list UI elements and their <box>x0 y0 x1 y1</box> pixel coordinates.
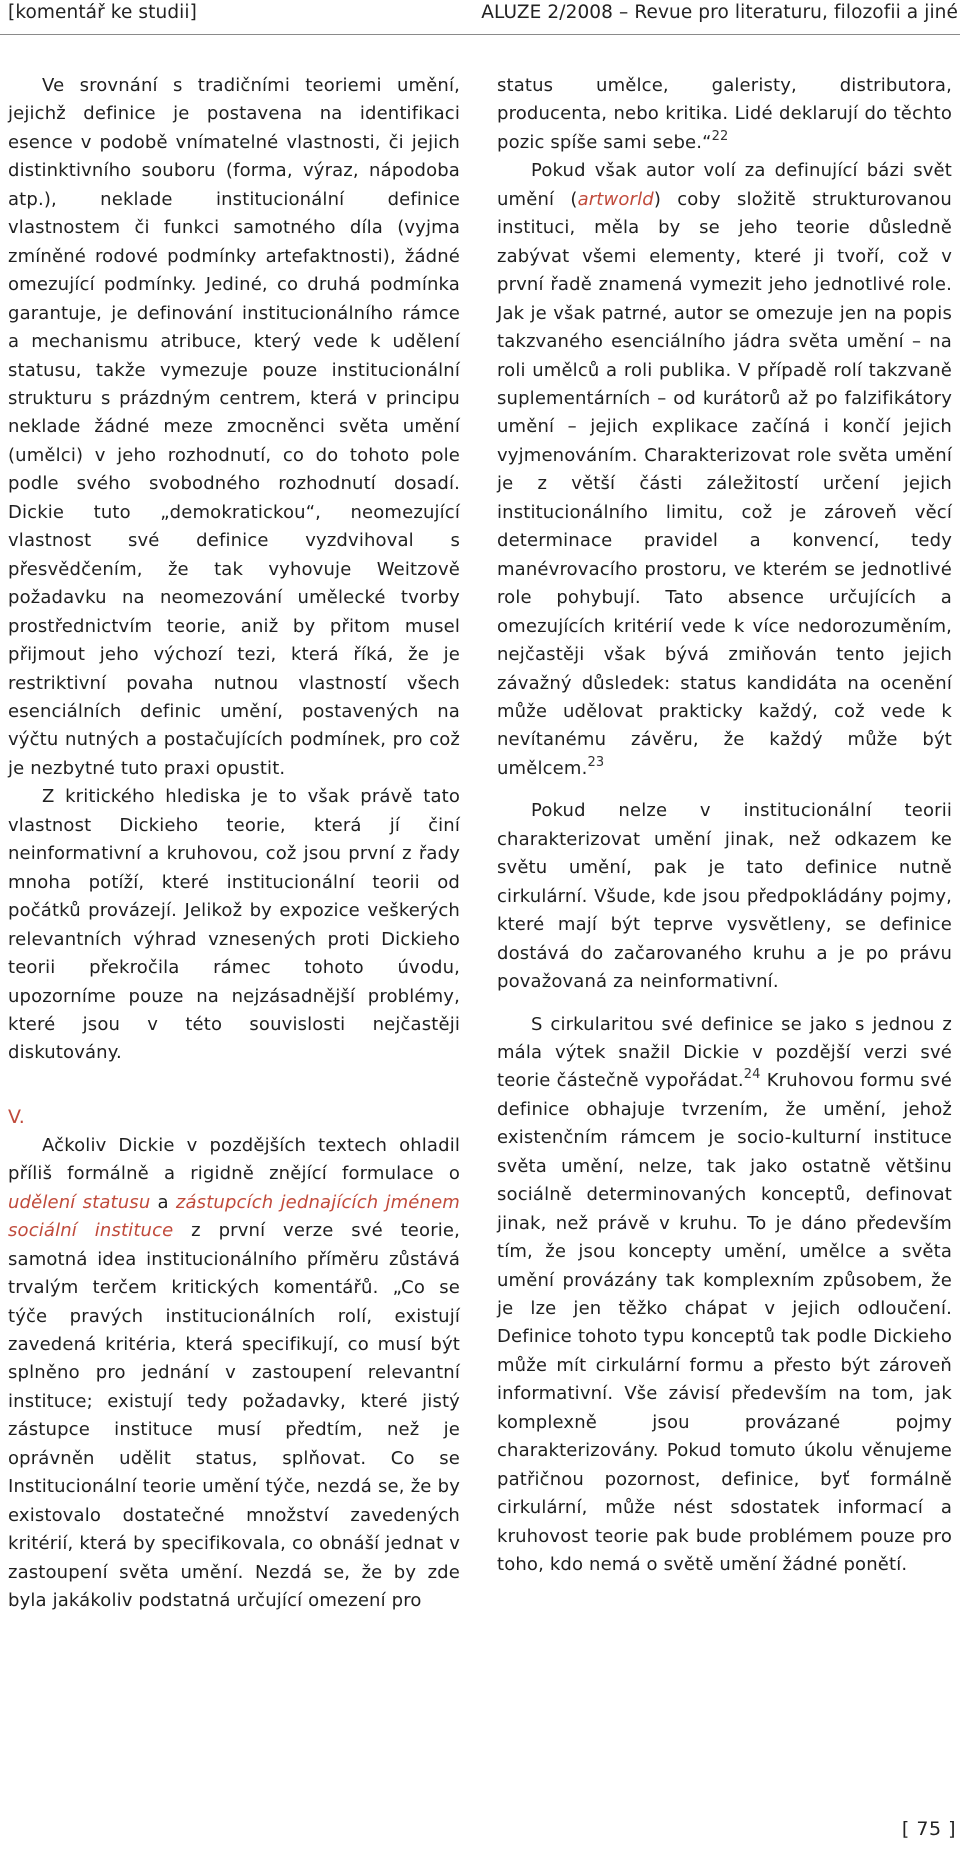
left-column <box>8 72 460 1616</box>
text-run: a <box>150 1191 176 1213</box>
text-run: ) coby složitě strukturovanou instituci, měla by se jeho teorie důsledně zabývat všemi elementy, které ji tvoří, což v první řadě znamená vymezit jeho jednotlivé role. Jak je však patrné, autor se omezuje jen na popis takzvaného esenciálního jádra světa umění – na roli umělců a roli publika. V případě rolí takzvaně suplementárních – od kurátorů až po falzifikátory umění – jejich explikace začíná i končí jejich vyjmenováním. Charakterizovat role světa umění je z větší části záležitostí určení jejich institucionálního limitu, což je zároveň věcí determinace pravidel a konvencí, tedy manévrovacího prostoru, ve kterém se jednotlivé role pohybují. Tato absence určujících a omezujících kritérií vede k více nedorozuměním, nejčastěji však bývá zmiňován tento jejich závažný důsledek: status kandidáta na ocenění může udělovat prakticky každý, což vede k nevítanému závěru, že každý může být umělcem. <box>497 188 952 779</box>
paragraph-right-4 <box>497 1011 952 1580</box>
emphasis-udeleni-statusu: udělení statusu <box>8 1191 151 1213</box>
header-divider <box>0 34 960 35</box>
text-run: z první verze své teorie, samotná idea institucionálního příměru zůstává trvalým terčem kritických komentářů. „Co se týče pravých institucionálních rolí, existují zavedená kritéria, která specifikují, co musí být splněno pro jednání v zastoupení relevantní instituce; existují tedy požadavky, které jistý zástupce instituce musí předtím, než je oprávněn udělit status, splňovat. Co se Institucionální teorie umění týče, nezdá se, že by existovalo dostatečné množství zavedených kritérií, která by specifikovala, co obnáší jednat v zastoupení světa umění. Nezdá se, že by zde byla jakákoliv podstatná určující omezení pro <box>8 1220 460 1612</box>
page-number: [ 75 ] <box>901 1818 956 1840</box>
footnote-ref-24[interactable]: 24 <box>743 1067 761 1083</box>
paragraph-right-2 <box>497 157 952 783</box>
text-run: Ačkoliv Dickie v pozdějších textech ohladil příliš formálně a rigidně znějící formulace o <box>8 1134 460 1185</box>
text-run: Kruhovou formu své definice obhajuje tvrzením, že umění, jehož existenčním rámcem je socio-kulturní instituce světa umění, nelze, tak jako ostatně většinu sociálně determinovaných konceptů, definovat jinak, než právě v kruhu. To je dáno především tím, že jsou koncepty umění, umělce a světa umění provázány tak komplexním způsobem, že je lze jen těžko chápat v jejich odloučení. Definice tohoto typu konceptů tak podle Dickieho může mít cirkulární formu a přesto být zároveň informativní. Vše závisí především na tom, jak komplexně jsou provázané pojmy charakterizovány. Pokud tomuto úkolu věnujeme patřičnou pozornost, definice, byť formálně cirkulární, může nést sdostatek informací a kruhovost teorie pak bude problémem pouze pro toho, kdo nemá o světě umění žádné ponětí. <box>497 1070 952 1576</box>
section-heading-v: V. <box>8 1105 25 1128</box>
paragraph-right-3: Pokud nelze v institucionální teorii charakterizovat umění jinak, než odkazem ke světu umění, pak je tato definice nutně cirkulární. Všude, kde jsou předpokládány pojmy, které mají být teprve vysvětleny, se definice dostává do začarovaného kruhu a je po právu považovaná za neinformativní. <box>497 800 952 993</box>
text-run: S cirkularitou své definice se jako s jednou z mála výtek snažil Dickie v pozdější verzi své teorie částečně vypořádat. <box>497 1013 952 1092</box>
running-header <box>0 0 960 34</box>
text-run: Pokud však autor volí za definující bázi svět umění ( <box>497 160 952 210</box>
text-run: status umělce, galeristy, distributora, producenta, nebo kritika. Lidé deklarují do těchto pozic spíše sami sebe.“ <box>497 75 952 153</box>
emphasis-zastupci: zástupcích jednajících jménem sociální instituce <box>8 1191 460 1242</box>
paragraph-left-3 <box>8 1132 460 1616</box>
right-column <box>497 72 952 1580</box>
footnote-ref-22[interactable]: 22 <box>711 128 729 144</box>
header-section-label: [komentář ke studii] <box>8 2 197 23</box>
paragraph-left-1: Ve srovnání s tradičními teoriemi umění, jejichž definice je postavena na identifikaci esence v podobě vnímatelné vlastnosti, či jejich distinktivního souboru (forma, výraz, nápodoba atp.), neklade institucionální definice vlastnostem či funkci samotného díla (vyjma zmíněné rodové podmínky artefaktnosti), žádné omezující podmínky. Jediné, co druhá podmínka garantuje, je definování institucionálního rámce a mechanismu atribuce, který vede k udělení statusu, takže vymezuje pouze institucionální strukturu s prázdným centrem, která v principu neklade žádné meze zmocněnci světa umění (umělci) v jeho rozhodnutí, co do tohoto pole podle svého svobodného rozhodnutí dosadí. Dickie tuto „demokratickou“, neomezující vlastnost své definice vyzdvihoval s přesvědčením, že tak vyhovuje Weitzově požadavku na neomezování umělecké tvorby prostřednictvím teorie, aniž by přitom musel přijmout jeho výchozí tezi, která říká, že je restriktivní povaha nutnou vlastností všech esenciálních definic umění, postavených na výčtu nutných a postačujících podmínek, pro což je nezbytné tuto praxi opustit. <box>8 75 460 779</box>
paragraph-left-2: Z kritického hlediska je to však právě tato vlastnost Dickieho teorie, která jí činí neinformativní a kruhovou, což jsou první z řady mnoha potíží, které institucionální teorii od počátků provázejí. Jelikož by expozice veškerých relevantních výhrad vznesených proti Dickieho teorii překročila rámec tohoto úvodu, upozorníme pouze na nejzásadnější problémy, které jsou v této souvislosti nejčastěji diskutovány. <box>8 786 460 1064</box>
footnote-ref-23[interactable]: 23 <box>587 754 605 770</box>
paragraph-right-1 <box>497 72 952 157</box>
header-journal-title: ALUZE 2/2008 – Revue pro literaturu, filozofii a jiné <box>481 2 958 23</box>
emphasis-artworld: artworld <box>577 188 654 210</box>
